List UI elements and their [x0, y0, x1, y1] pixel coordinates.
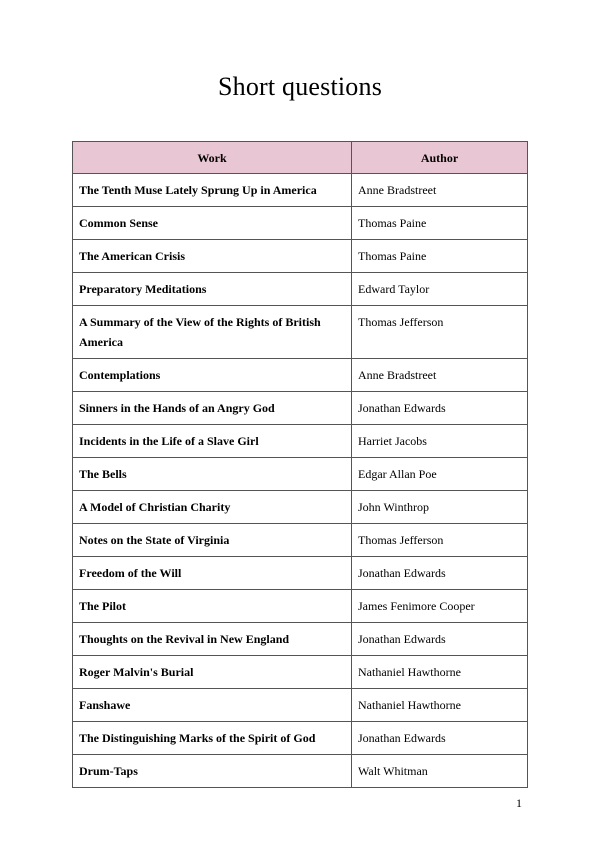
work-cell: Contemplations	[73, 359, 352, 392]
work-cell: The Distinguishing Marks of the Spirit of God	[73, 722, 352, 755]
table-row	[73, 240, 528, 273]
author-cell: Anne Bradstreet	[352, 359, 528, 392]
author-cell: Harriet Jacobs	[352, 425, 528, 458]
author-cell: Thomas Paine	[352, 207, 528, 240]
table-row	[73, 392, 528, 425]
author-cell: James Fenimore Cooper	[352, 590, 528, 623]
table-row	[73, 174, 528, 207]
table-row	[73, 755, 528, 788]
page-title: Short questions	[217, 72, 383, 101]
table-row	[73, 722, 528, 755]
works-table	[72, 141, 528, 788]
table-row	[73, 656, 528, 689]
table-row	[73, 524, 528, 557]
work-cell: The Bells	[73, 458, 352, 491]
author-cell: Thomas Jefferson	[352, 524, 528, 557]
work-cell: A Summary of the View of the Rights of British America	[73, 306, 352, 359]
table-row	[73, 425, 528, 458]
table-row	[73, 491, 528, 524]
author-cell: Edward Taylor	[352, 273, 528, 306]
table-row	[73, 207, 528, 240]
table-row	[73, 458, 528, 491]
work-column-header: Work	[73, 142, 352, 174]
work-cell: Incidents in the Life of a Slave Girl	[73, 425, 352, 458]
table-row	[73, 306, 528, 359]
work-cell: The American Crisis	[73, 240, 352, 273]
table-header-row	[73, 142, 528, 174]
work-cell: Common Sense	[73, 207, 352, 240]
author-cell: Thomas Jefferson	[352, 306, 528, 359]
work-cell: Sinners in the Hands of an Angry God	[73, 392, 352, 425]
work-cell: The Pilot	[73, 590, 352, 623]
author-cell: Thomas Paine	[352, 240, 528, 273]
table-row	[73, 590, 528, 623]
work-cell: Freedom of the Will	[73, 557, 352, 590]
author-cell: Jonathan Edwards	[352, 557, 528, 590]
work-cell: Thoughts on the Revival in New England	[73, 623, 352, 656]
work-cell: Notes on the State of Virginia	[73, 524, 352, 557]
author-column-header: Author	[352, 142, 528, 174]
work-cell: Drum-Taps	[73, 755, 352, 788]
author-cell: Nathaniel Hawthorne	[352, 656, 528, 689]
table-row	[73, 623, 528, 656]
table-row	[73, 689, 528, 722]
work-cell: Preparatory Meditations	[73, 273, 352, 306]
author-cell: Anne Bradstreet	[352, 174, 528, 207]
author-cell: Edgar Allan Poe	[352, 458, 528, 491]
author-cell: Jonathan Edwards	[352, 623, 528, 656]
author-cell: John Winthrop	[352, 491, 528, 524]
table-row	[73, 557, 528, 590]
table-row	[73, 273, 528, 306]
page-number: 1	[516, 796, 522, 810]
author-cell: Jonathan Edwards	[352, 392, 528, 425]
work-cell: The Tenth Muse Lately Sprung Up in America	[73, 174, 352, 207]
work-cell: Roger Malvin's Burial	[73, 656, 352, 689]
author-cell: Walt Whitman	[352, 755, 528, 788]
author-cell: Jonathan Edwards	[352, 722, 528, 755]
table-row	[73, 359, 528, 392]
work-cell: Fanshawe	[73, 689, 352, 722]
work-cell: A Model of Christian Charity	[73, 491, 352, 524]
author-cell: Nathaniel Hawthorne	[352, 689, 528, 722]
